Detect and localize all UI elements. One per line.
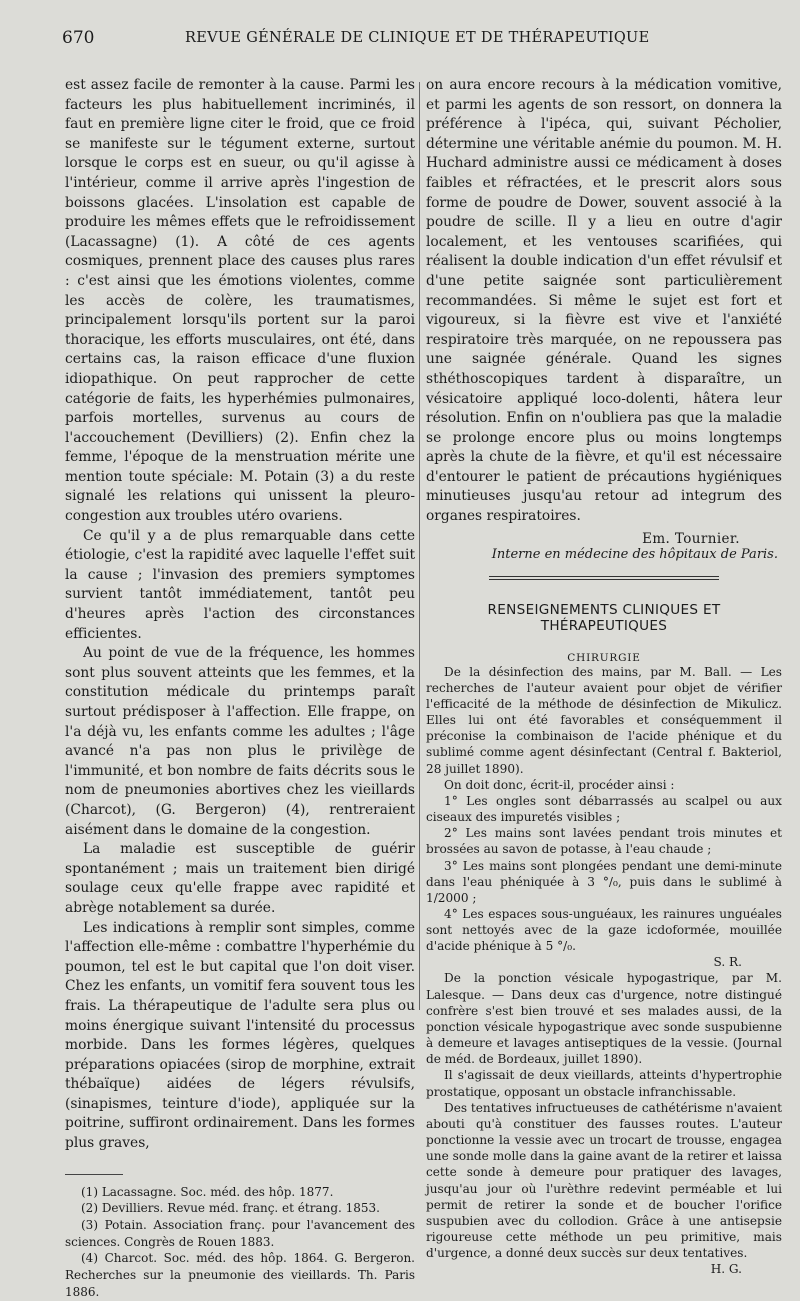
list-item: 4° Les espaces sous-unguéaux, les rainures unguéales sont nettoyés avec de la gaze icdoformée, mouillée d'acide phénique à 5 °/₀.: [426, 907, 782, 954]
article-text: On doit donc, écrit-il, procéder ainsi :: [444, 777, 675, 792]
list-item: 3° Les mains sont plongées pendant une demi-minute dans l'eau phéniquée à 3 °/₀, puis dans le sublimé à 1/2000 ;: [426, 858, 782, 905]
article-puncture: De la ponction vésicale hypogastrique, par M. Lalesque. — Dans deux cas d'urgence, notre distingué confrère s'est bien trouvé et ses malades aussi, de la ponction vésicale hypogastrique avec sonde suspubienne à demeure et lavages antiseptiques de la vessie. (Journal de méd. de Bordeaux, juillet 1890).: [426, 971, 782, 1067]
paragraph-frequency: Au point de vue de la fréquence, les hommes sont plus souvent atteints que les femmes, et la constitution médicale du printemps paraît surtout prédisposer à l'affection. Elle frappe, on l'a déjà vu, les enfants comme les adultes ; l'âge avancé n'a pas non plus le privilège de l'immunité, et bon nombre de faits décrits sous le nom de pneumonies abortives chez les vieillards (Charcot), (G. Bergeron) (4), rentreraient aisément dans le domaine de la congestion.: [65, 645, 415, 838]
subsection-title: CHIRURGIE: [567, 651, 641, 664]
footnote: (3) Potain. Association franç. pour l'avancement des sciences. Congrès de Rouen 1883.: [65, 1218, 415, 1249]
running-title: REVUE GÉNÉRALE DE CLINIQUE ET DE THÉRAPEUTIQUE: [185, 30, 650, 46]
list-item: 2° Les mains sont lavées pendant trois minutes et brossées au savon de potasse, à l'eau chaude ;: [426, 826, 782, 857]
author-signature: Em. Tournier.: [642, 530, 740, 547]
page-header: [0, 28, 800, 52]
article-signature: H. G.: [710, 1262, 742, 1277]
section-divider: [489, 576, 719, 580]
page-number: 670: [62, 28, 95, 48]
footnote: (2) Devilliers. Revue méd. franç. et étrang. 1853.: [81, 1201, 380, 1216]
article-text: Des tentatives infructueuses de cathétérisme n'avaient abouti qu'à constituer des fausses routes. L'auteur ponctionne la vessie avec un trocart de trousse, engagea une sonde molle dans la gaine avant de la retirer et laissa cette sonde à demeure pour pratiquer des lavages, jusqu'au jour où l'urèthre redevint perméable et lui permit de retirer la sonde et de boucher l'orifice suspubien avec du collodion. Grâce à une antisepsie rigoureuse cette méthode un peu primitive, mais d'urgence, a donné deux succès sur deux tentatives.: [426, 1100, 782, 1261]
paragraph-indications: Les indications à remplir sont simples, comme l'affection elle-même : combattre l'hyperhémie du poumon, tel est le but capital que l'on doit viser. Chez les enfants, un vomitif fera souvent tous les frais. La thérapeutique de l'adulte sera plus ou moins énergique suivant l'intensité du processus morbide. Dans les formes légères, quelques préparations opiacées (sirop de morphine, extrait thébaïque) aidées de légers révulsifs, (sinapismes, teinture d'iode), appliquée sur la poitrine, suffiront ordinairement. Dans les formes plus graves,: [65, 919, 415, 1152]
list-item: 1° Les ongles sont débarrassés au scalpel ou aux ciseaux des impuretés visibles ;: [426, 793, 782, 825]
column-divider: [419, 82, 420, 1010]
left-column: [65, 76, 415, 1301]
footnote: (4) Charcot. Soc. méd. des hôp. 1864. G. Bergeron. Recherches sur la pneumonie des vieillards. Th. Paris 1886.: [65, 1251, 415, 1299]
section-title: RENSEIGNEMENTS CLINIQUES ET THÉRAPEUTIQUES: [487, 601, 721, 634]
paragraph-prognosis: La maladie est susceptible de guérir spontanément ; mais un traitement bien dirigé soulage ceux qu'elle frappe avec rapidité et abrège notablement sa durée.: [65, 841, 415, 916]
paragraph-rapidity: Ce qu'il y a de plus remarquable dans cette étiologie, c'est la rapidité avec laquelle l'effet suit la cause ; l'invasion des premiers symptomes survient tantôt immédiatement, tantôt peu d'heures après l'action des circonstances efficientes.: [65, 527, 415, 642]
footnote-separator: [65, 1174, 123, 1175]
author-affiliation: Interne en médecine des hôpitaux de Paris.: [491, 546, 778, 562]
paragraph-treatment: on aura encore recours à la médication vomitive, et parmi les agents de son ressort, on donnera la préférence à l'ipéca, qui, suivant Pécholier, détermine une véritable anémie du poumon. M. H. Huchard administre aussi ce médicament à doses faibles et réfractées, et le prescrit alors sous forme de poudre de Dower, souvent associé à la poudre de scille. Il y a lieu en outre d'agir localement, et les ventouses scarifiées, qui réalisent la double indication d'un effet révulsif et d'une petite saignée sont particulièrement recommandées. Si même le sujet est fort et vigoureux, si la fièvre est vive et l'anxiété respiratoire très marquée, on ne repoussera pas une saignée générale. Quand les signes sthéthoscopiques tardent à disparaître, un vésicatoire appliqué loco-dolenti, hâtera leur résolution. Enfin on n'oubliera pas que la maladie se prolonge encore plus ou moins longtemps après la chute de la fièvre, et qu'il est nécessaire d'entourer le patient de précautions hygiéniques minutieuses jusqu'au retour ad integrum des organes respiratoires.: [426, 77, 782, 525]
paragraph-etiology: est assez facile de remonter à la cause. Parmi les facteurs les plus habituellement incriminés, il faut en première ligne citer le froid, que ce froid se manifeste sur le tégument externe, surtout lorsque le corps est en sueur, ou qu'il agisse à l'intérieur, comme il arrive après l'ingestion de boissons glacées. L'insolation est capable de produire les mêmes effets que le refroidissement (Lacassagne) (1). A côté de ces agents cosmiques, prennent place des causes plus rares : c'est ainsi que les émotions violentes, comme les accès de colère, les traumatismes, principalement lorsqu'ils portent sur la paroi thoracique, les efforts musculaires, ont été, dans certains cas, la raison efficace d'une fluxion idiopathique. On peut rapprocher de cette catégorie de faits, les hyperhémies pulmonaires, parfois mortelles, survenus au cours de l'accouchement (Devilliers) (2). Enfin chez la femme, l'époque de la menstruation mérite une mention toute spéciale: M. Potain (3) a du reste signalé les relations qui unissent la pleuro-congestion aux troubles utéro ovariens.: [65, 77, 415, 525]
article-disinfection: De la désinfection des mains, par M. Ball. — Les recherches de l'auteur avaient pour objet de vérifier l'efficacité de la méthode de désinfection de Mikulicz. Elles lui ont été favorables et conséquemment il préconise la combinaison de l'acide phénique et du sublimé comme agent désinfectant (Central f. Bakteriol, 28 juillet 1890).: [426, 664, 782, 776]
article-signature: S. R.: [713, 955, 742, 970]
right-column: [426, 76, 782, 1277]
footnote: (1) Lacassagne. Soc. méd. des hôp. 1877.: [81, 1184, 334, 1199]
article-text: Il s'agissait de deux vieillards, atteints d'hypertrophie prostatique, opposant un obstacle infranchissable.: [426, 1068, 782, 1099]
